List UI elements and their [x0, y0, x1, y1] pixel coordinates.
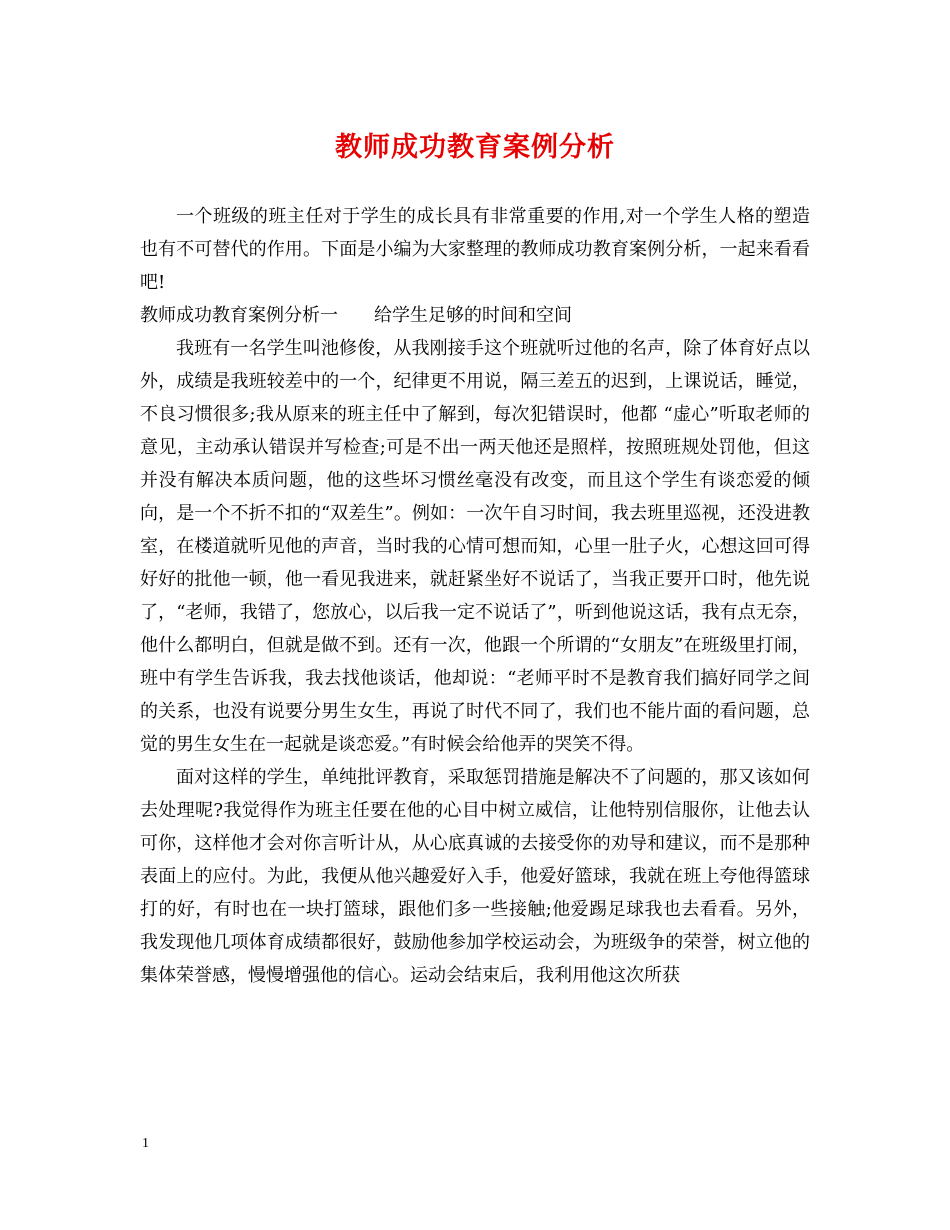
- document-body: [140, 200, 810, 992]
- intro-paragraph: 一个班级的班主任对于学生的成长具有非常重要的作用,对一个学生人格的塑造也有不可替代的作用。下面是小编为大家整理的教师成功教育案例分析，一起来看看吧!: [140, 206, 810, 293]
- page-number: 1: [142, 1136, 149, 1151]
- document-title: 教师成功教育案例分析: [335, 132, 615, 163]
- body-paragraph-1: 我班有一名学生叫池修俊，从我刚接手这个班就听过他的名声，除了体育好点以外，成绩是我班较差中的一个，纪律更不用说，隔三差五的迟到，上课说话，睡觉，不良习惯很多;我从原来的班主任中了解到，每次犯错误时，他都 “虚心”听取老师的意见，主动承认错误并写检查;可是不出一两天他还是照样，按照班规处罚他，但这并没有解决本质问题，他的这些坏习惯丝毫没有改变，而且这个学生有谈恋爱的倾向，是一个不折不扣的“双差生”。例如：一次午自习时间，我去班里巡视，还没进教室，在楼道就听见他的声音，当时我的心情可想而知，心里一肚子火，心想这回可得好好的批他一顿，他一看见我进来，就赶紧坐好不说话了，当我正要开口时，他先说了，“老师，我错了，您放心，以后我一定不说话了”，听到他说这话，我有点无奈，他什么都明白，但就是做不到。还有一次，他跟一个所谓的“女朋友”在班级里打闹，班中有学生告诉我，我去找他谈话，他却说：“老师平时不是教育我们搞好同学之间的关系，也没有说要分男生女生，再说了时代不同了，我们也不能片面的看问题，总觉的男生女生在一起就是谈恋爱。”有时候会给他弄的哭笑不得。: [140, 338, 810, 755]
- body-paragraph-2: 面对这样的学生，单纯批评教育，采取惩罚措施是解决不了问题的，那又该如何去处理呢?我觉得作为班主任要在他的心目中树立威信，让他特别信服你，让他去认可你，这样他才会对你言听计从，从心底真诚的去接受你的劝导和建议，而不是那种表面上的应付。为此，我便从他兴趣爱好入手，他爱好篮球，我就在班上夸他得篮球打的好，有时也在一块打篮球，跟他们多一些接触;他爱踢足球我也去看看。另外，我发现他几项体育成绩都很好，鼓励他参加学校运动会，为班级争的荣誉，树立他的集体荣誉感，慢慢增强他的信心。运动会结束后，我利用他这次所获: [140, 767, 810, 986]
- section-heading: 教师成功教育案例分析一 给学生足够的时间和空间: [140, 305, 572, 326]
